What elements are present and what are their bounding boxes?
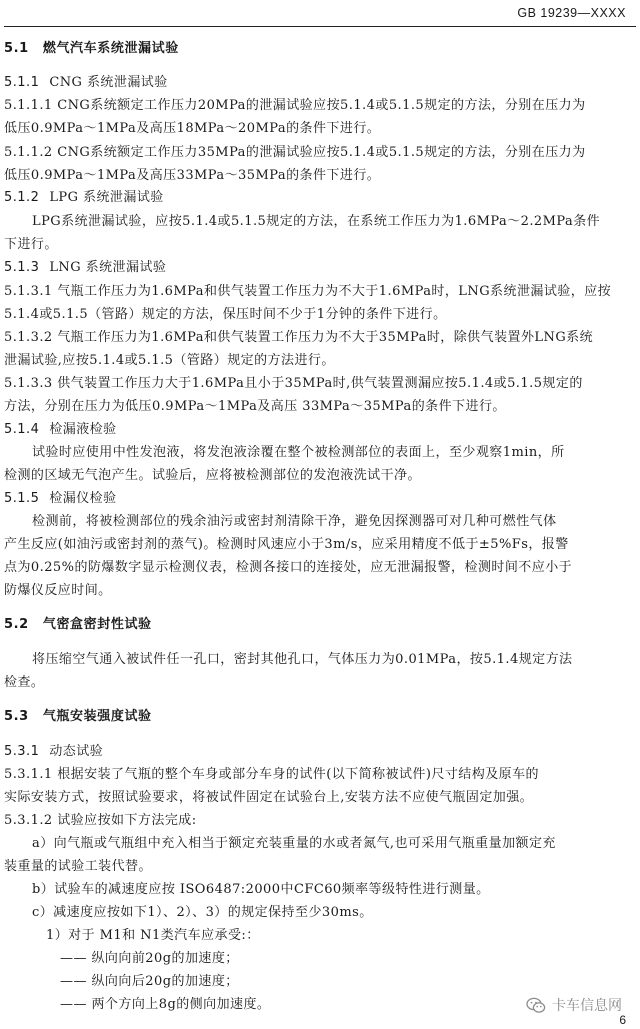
paragraph-5-1-5-line-1: 检测前，将被检测部位的残余油污或密封剂清除干净，避免因探测器可对几种可燃性气体	[32, 514, 557, 529]
clause-5-3-1-2-heading: 5.3.1.2 试验应按如下方法完成:	[4, 813, 197, 828]
paragraph-5-2-line-1: 将压缩空气通入被试件任一孔口，密封其他孔口，气体压力为0.01MPa，按5.1.4规定方法	[32, 652, 573, 667]
watermark-text: 卡车信息网	[552, 998, 622, 1014]
dash-item-forward: —— 纵向向前20g的加速度；	[60, 951, 239, 966]
subsection-heading-5-1-3: 5.1.3 LNG 系统泄漏试验	[4, 260, 167, 275]
clause-5-1-3-2-line-1: 5.1.3.2 气瓶工作压力为1.6MPa和供气装置工作压力为不大于35MPa时，除供气装置外LNG系统	[4, 330, 594, 345]
item-a-line-1: a）向气瓶或气瓶组中充入相当于额定充装重量的水或者氮气,也可采用气瓶重量加额定充	[32, 836, 556, 851]
subsection-heading-5-1-1: 5.1.1 CNG 系统泄漏试验	[4, 75, 168, 90]
item-b: b）试验车的减速度应按 ISO6487:2000中CFC60频率等级特性进行测量。	[32, 882, 490, 897]
page-number: 6	[619, 1013, 626, 1027]
subsection-heading-5-3-1: 5.3.1 动态试验	[4, 744, 104, 759]
section-heading-5-3: 5.3 气瓶安装强度试验	[4, 709, 152, 724]
paragraph-5-1-4-line-1: 试验时应使用中性发泡液，将发泡液涂覆在整个被检测部位的表面上，至少观察1min，所	[32, 445, 565, 460]
clause-5-3-1-1-line-1: 5.3.1.1 根据安装了气瓶的整个车身或部分车身的试件(以下简称被试件)尺寸结构及原车的	[4, 767, 540, 782]
item-c: c）减速度应按如下1）、2）、3）的规定保持至少30ms。	[32, 905, 373, 920]
clause-5-1-1-1-line-2: 低压0.9MPa～1MPa及高压18MPa～20MPa的条件下进行。	[4, 121, 381, 136]
dash-item-backward: —— 纵向向后20g的加速度；	[60, 974, 239, 989]
clause-5-1-1-2-line-1: 5.1.1.2 CNG系统额定工作压力35MPa的泄漏试验应按5.1.4或5.1.5规定的方法，分别在压力为	[4, 145, 586, 160]
wechat-icon	[526, 997, 546, 1014]
paragraph-5-1-2-line-2: 下进行。	[4, 237, 58, 252]
clause-5-1-3-1-line-1: 5.1.3.1 气瓶工作压力为1.6MPa和供气装置工作压力为不大于1.6MPa时，LNG系统泄漏试验，应按	[4, 284, 612, 299]
subsection-heading-5-1-4: 5.1.4 检漏液检验	[4, 422, 117, 437]
clause-5-1-3-1-line-2: 5.1.4或5.1.5（管路）规定的方法，保压时间不少于1分钟的条件下进行。	[4, 307, 447, 322]
clause-5-3-1-1-line-2: 实际安装方式，按照试验要求，将被试件固定在试验台上,安装方法不应使气瓶固定加强。	[4, 790, 534, 805]
header-rule	[4, 26, 636, 27]
subsection-heading-5-1-5: 5.1.5 检漏仪检验	[4, 491, 117, 506]
header-code: GB 19239—XXXX	[517, 6, 626, 20]
paragraph-5-1-5-line-4: 防爆仪反应时间。	[4, 583, 112, 598]
clause-5-1-1-2-line-2: 低压0.9MPa～1MPa及高压33MPa～35MPa的条件下进行。	[4, 168, 381, 183]
clause-5-1-3-3-line-1: 5.1.3.3 供气装置工作压力大于1.6MPa且小于35MPa时,供气装置测漏应按5.1.4或5.1.5规定的	[4, 376, 583, 391]
section-heading-5-1: 5.1 燃气汽车系统泄漏试验	[4, 41, 179, 56]
paragraph-5-2-line-2: 检查。	[4, 675, 45, 690]
subsection-heading-5-1-2: 5.1.2 LPG 系统泄漏试验	[4, 190, 164, 205]
clause-5-1-3-3-line-2: 方法，分别在压力为低压0.9MPa～1MPa及高压 33MPa～35MPa的条件下进行。	[4, 399, 506, 414]
item-a-line-2: 装重量的试验工装代替。	[4, 859, 152, 874]
clause-5-1-1-1-line-1: 5.1.1.1 CNG系统额定工作压力20MPa的泄漏试验应按5.1.4或5.1.5规定的方法，分别在压力为	[4, 98, 586, 113]
section-heading-5-2: 5.2 气密盒密封性试验	[4, 617, 152, 632]
paragraph-5-1-2-line-1: LPG系统泄漏试验，应按5.1.4或5.1.5规定的方法，在系统工作压力为1.6MPa～2.2MPa条件	[32, 214, 601, 229]
paragraph-5-1-5-line-2: 产生反应(如油污或密封剂的蒸气)。检测时风速应小于3m/s，应采用精度不低于±5%Fs，报警	[4, 537, 569, 552]
subitem-1: 1）对于 M1和 N1类汽车应承受:：	[46, 928, 260, 943]
paragraph-5-1-4-line-2: 检测的区域无气泡产生。试验后，应将被检测部位的发泡液洗试干净。	[4, 468, 421, 483]
dash-item-lateral: —— 两个方向上8g的侧向加速度。	[60, 997, 271, 1012]
watermark	[526, 995, 622, 1015]
paragraph-5-1-5-line-3: 点为0.25%的防爆数字显示检测仪表，检测各接口的连接处，应无泄漏报警，检测时间不应小于	[4, 560, 573, 575]
clause-5-1-3-2-line-2: 泄漏试验,应按5.1.4或5.1.5（管路）规定的方法进行。	[4, 353, 335, 368]
